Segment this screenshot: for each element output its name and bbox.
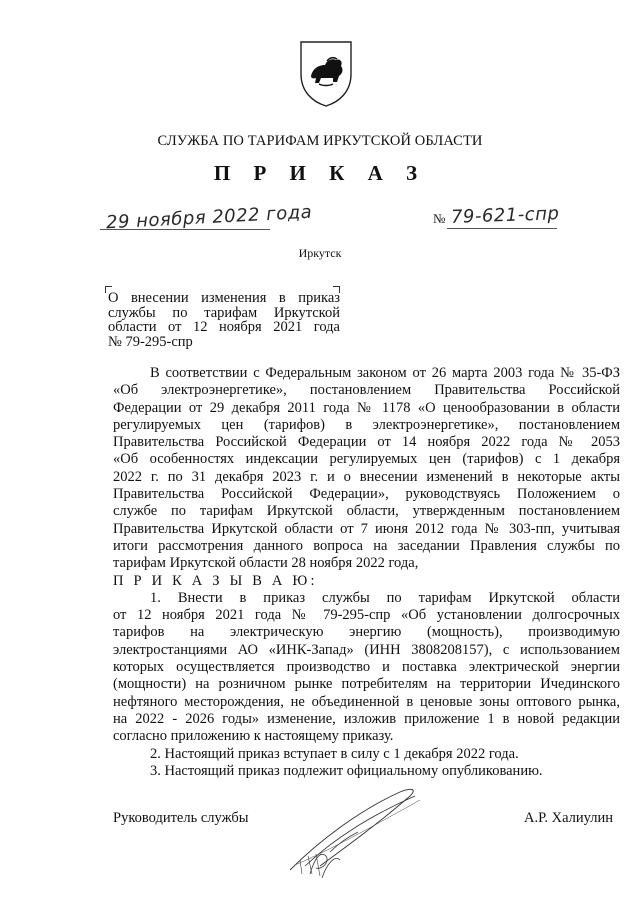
- item1-line: 1. Внести в приказ службы по тарифам Иркутской области: [150, 589, 620, 606]
- item2: 2. Настоящий приказ вступает в силу с 1 декабря 2022 года.: [150, 745, 519, 762]
- item1-line: электростанциями АО «ИНК-Запад» (ИНН 3808208157), с использованием: [113, 641, 620, 658]
- signatory-name: А.Р. Халиулин: [524, 810, 613, 826]
- subject-block: [108, 291, 340, 349]
- city: Иркутск: [298, 246, 342, 260]
- item1-line: нефтяного месторождения, не объединенной в ценовые зоны оптового рынка,: [113, 693, 620, 710]
- item1-line: на 2022 - 2026 годы» изменение, изложив приложение 1 в новой редакции: [113, 710, 620, 727]
- handwritten-number: 79-621-спр: [450, 203, 560, 228]
- item1-line: согласно приложению к настоящему приказу.: [113, 728, 394, 745]
- date-underline: [100, 229, 270, 230]
- subject-line: О внесении изменения в приказ: [108, 290, 340, 306]
- preamble-line: Федерации от 29 декабря 2011 года № 1178 «О ценообразовании в области: [113, 399, 620, 416]
- prikazyvayu-heading: П Р И К А З Ы В А Ю:: [113, 572, 318, 589]
- signatory-position: Руководитель службы: [113, 810, 249, 826]
- subject-line: области от 12 ноября 2021 года: [108, 319, 340, 335]
- number-underline: [447, 228, 557, 229]
- preamble-line: Правительства Российской Федерации от 14 ноября 2022 года № 2053: [113, 434, 620, 451]
- preamble-line: тарифам Иркутской области 28 ноября 2022 года,: [113, 555, 419, 572]
- coat-of-arms-icon: [297, 38, 355, 108]
- item1-line: (мощности) на розничном рынке потребителям на территории Ичединского: [113, 676, 620, 693]
- preamble-line: «Об особенностях индексации регулируемых цен (тарифов) с 1 декабря: [113, 451, 620, 468]
- preamble-line: службе по тарифам Иркутской области, утвержденным постановлением: [113, 503, 620, 520]
- preamble-line: итоги рассмотрения данного вопроса на заседании Правления службы по: [113, 537, 620, 554]
- preamble-line: регулируемых цен (тарифов) в электроэнергетике», постановлением: [113, 416, 620, 433]
- subject-line: № 79-295-спр: [108, 333, 193, 350]
- signature-icon: [250, 770, 450, 880]
- item1-line: которых осуществляется производство и поставка электрической энергии: [113, 659, 620, 676]
- preamble-line: Правительства Иркутской области от 7 июня 2012 года № 303-пп, учитывая: [113, 520, 620, 537]
- item1-line: тарифов на электрическую энергию (мощность), производимую: [113, 624, 620, 641]
- preamble-line: 2022 г. по 31 декабря 2023 г. и о внесении изменений в некоторые акты: [113, 468, 620, 485]
- number-label: №: [433, 211, 446, 226]
- handwritten-date: 29 ноября 2022 года: [105, 201, 313, 234]
- organization-name: СЛУЖБА ПО ТАРИФАМ ИРКУТСКОЙ ОБЛАСТИ: [157, 133, 483, 149]
- item3: 3. Настоящий приказ подлежит официальному опубликованию.: [150, 762, 543, 779]
- item1-line: от 12 ноября 2021 года № 79-295-спр «Об установлении долгосрочных: [113, 607, 620, 624]
- document-body: [113, 365, 620, 780]
- preamble-line: В соответствии с Федеральным законом от 26 марта 2003 года № 35-ФЗ: [150, 365, 620, 381]
- document-title: П Р И К А З: [213, 161, 427, 185]
- preamble-line: «Об электроэнергетике», постановлением Правительства Российской: [113, 382, 620, 399]
- subject-line: службы по тарифам Иркутской: [108, 304, 340, 321]
- preamble-line: Правительства Российской Федерации», руководствуясь Положением о: [113, 486, 620, 503]
